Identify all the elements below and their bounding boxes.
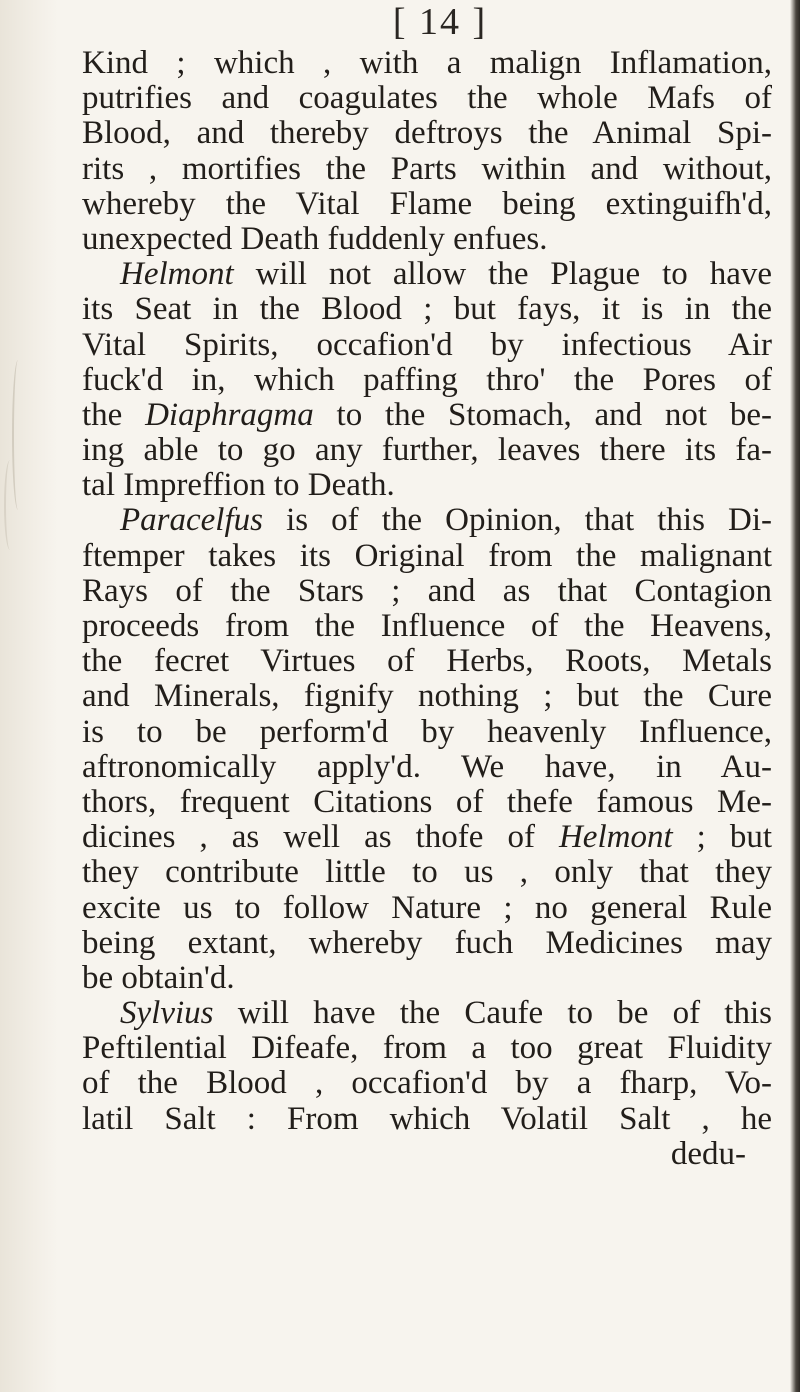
text-line: proceeds from the Influence of the Heavens, (82, 608, 772, 644)
text-line: latil Salt : From which Volatil Salt , he (82, 1100, 772, 1137)
text-line: they contribute little to us , only that they (82, 854, 772, 891)
text-line: Paracelfus is of the Opinion, that this Di- (120, 502, 772, 539)
body-text (82, 46, 772, 1172)
text-line: rits , mortifies the Parts within and without, (82, 150, 772, 187)
text-line: and Minerals, fignify nothing ; but the Cure (82, 678, 772, 715)
text-line: the fecret Virtues of Herbs, Roots, Metals (82, 643, 772, 680)
text-line: Sylvius will have the Caufe to be of this (120, 995, 772, 1032)
page-right-edge (790, 0, 800, 1392)
show-through-mark (4, 460, 16, 550)
author-name: Paracelfus (120, 502, 263, 539)
text-line: be obtain'd. (82, 959, 235, 996)
text-line: the Diaphragma to the Stomach, and not be- (82, 396, 772, 433)
text-line: aftronomically apply'd. We have, in Au- (82, 748, 772, 785)
latin-term: Diaphragma (145, 396, 314, 433)
text-line: Blood, and thereby deftroys the Animal Spi- (82, 115, 772, 152)
binding-edge (0, 0, 58, 1392)
text-line: tal Impreffion to Death. (82, 467, 395, 504)
text-line: whereby the Vital Flame being extinguifh'd, (82, 185, 772, 222)
text-line: Peftilential Difeafe, from a too great Fluidity (82, 1030, 772, 1067)
text-line: Vital Spirits, occafion'd by infectious Air (82, 326, 772, 363)
text-line: being extant, whereby fuch Medicines may (82, 924, 772, 961)
text-line: fuck'd in, which paffing thro' the Pores of (82, 361, 772, 398)
text-line: putrifies and coagulates the whole Mafs of (82, 80, 772, 117)
author-name: Helmont (120, 256, 234, 293)
text-line: ftemper takes its Original from the malignant (82, 537, 772, 574)
text-line: Rays of the Stars ; and as that Contagion (82, 572, 772, 609)
text-line: ing able to go any further, leaves there its fa- (82, 432, 772, 469)
text-line: unexpected Death fuddenly enfues. (82, 220, 548, 257)
author-name: Helmont (558, 819, 673, 856)
text-line: thors, frequent Citations of thefe famous Me- (82, 783, 772, 820)
text-line: excite us to follow Nature ; no general Rule (82, 889, 772, 926)
text-line: Kind ; which , with a malign Inflamation, (82, 45, 772, 81)
text-line: of the Blood , occafion'd by a fharp, Vo- (82, 1065, 772, 1102)
catchword: dedu- (670, 1135, 746, 1172)
text-line: is to be perform'd by heavenly Influence, (82, 713, 772, 750)
text-line: its Seat in the Blood ; but fays, it is in the (82, 291, 772, 328)
text-line: dicines , as well as thofe of Helmont ; but (82, 819, 773, 856)
author-name: Sylvius (120, 995, 214, 1032)
page-number: [ 14 ] (392, 1, 488, 43)
text-line: Helmont will not allow the Plague to have (120, 256, 772, 293)
